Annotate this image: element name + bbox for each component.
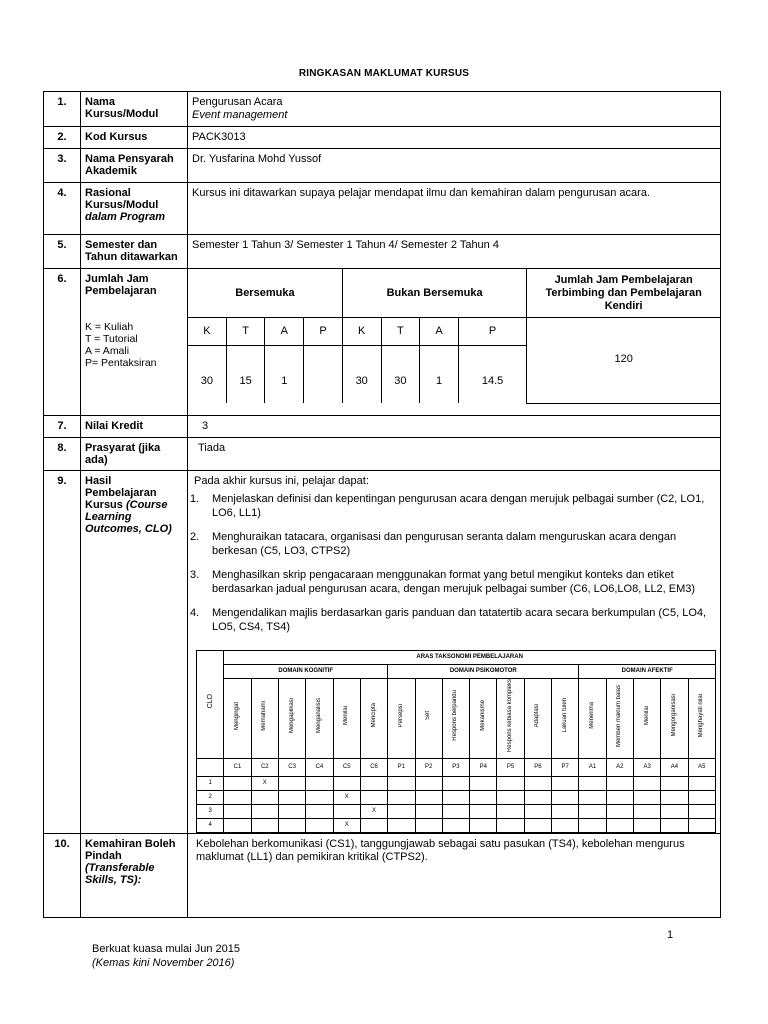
taxonomy-mark — [306, 805, 333, 819]
rationale-text: Kursus ini ditawarkan supaya pelajar mendapat ilmu dan kemahiran dalam pengurusan acara. — [188, 183, 721, 235]
taxonomy-mark — [661, 805, 688, 819]
legend-item: P= Pentaksiran — [85, 357, 157, 369]
taxonomy-column-header — [524, 679, 551, 759]
taxonomy-mark — [661, 777, 688, 791]
item-text: Mengendalikan majlis berdasarkan garis panduan dan tatatertib acara secara berkumpulan (C5, LO4, LO5, CS4, TS4) — [212, 607, 707, 633]
taxonomy-column-header — [333, 679, 360, 759]
row-label: Nilai Kredit — [81, 416, 188, 438]
taxonomy-mark — [388, 819, 415, 833]
hours-grid-cell — [188, 269, 721, 416]
taxonomy-mark — [634, 819, 661, 833]
item-number: 1. — [190, 493, 200, 505]
taxonomy-mark — [552, 819, 579, 833]
row-label: Prasyarat (jika ada) — [81, 438, 188, 471]
row-semester — [44, 235, 721, 269]
row-number: 4. — [44, 183, 81, 235]
taxonomy-column-label: Menilai — [343, 706, 350, 726]
taxonomy-mark — [524, 805, 551, 819]
taxonomy-code: C5 — [333, 759, 360, 777]
hours-grid — [188, 269, 720, 404]
taxonomy-mark — [251, 791, 278, 805]
taxonomy-code: A2 — [606, 759, 633, 777]
val-p — [304, 345, 343, 403]
taxonomy-mark — [333, 777, 360, 791]
document-title: RINGKASAN MAKLUMAT KURSUS — [298, 68, 470, 79]
taxonomy-mark — [415, 819, 442, 833]
row-credit — [44, 416, 721, 438]
taxonomy-mark — [224, 777, 251, 791]
domain-psychomotor: DOMAIN PSIKOMOTOR — [388, 665, 579, 679]
taxonomy-column-header — [661, 679, 688, 759]
row-label-italic: dalam Program — [85, 211, 166, 223]
lecturer-name: Dr. Yusfarina Mohd Yussof — [188, 149, 721, 183]
val-a: 1 — [265, 345, 304, 403]
taxonomy-row — [197, 777, 716, 791]
taxonomy-column-label: Mengaplikasi — [288, 698, 295, 734]
item-text: Menjelaskan definisi dan kepentingan pengurusan acara dengan merujuk pelbagai sumber (C2, LO1, LO6, LL1) — [212, 493, 705, 519]
taxonomy-row — [197, 819, 716, 833]
domain-affective: DOMAIN AFEKTIF — [579, 665, 716, 679]
row-prerequisite — [44, 438, 721, 471]
row-label — [81, 471, 188, 834]
taxonomy-mark — [497, 819, 524, 833]
taxonomy-mark — [497, 791, 524, 805]
taxonomy-mark — [360, 777, 387, 791]
taxonomy-header: ARAS TAKSONOMI PEMBELAJARAN — [224, 651, 716, 665]
taxonomy-column-header — [360, 679, 387, 759]
taxonomy-column-label: Memberi maklum balas — [616, 684, 623, 747]
taxonomy-column-header — [388, 679, 415, 759]
taxonomy-mark — [606, 819, 633, 833]
row-course-code — [44, 127, 721, 149]
list-item — [190, 492, 716, 520]
taxonomy-mark — [579, 805, 606, 819]
taxonomy-column-header — [470, 679, 497, 759]
taxonomy-column-label: Mengingat — [233, 701, 240, 730]
col-k: K — [188, 317, 226, 345]
footer-effective: Berkuat kuasa mulai Jun 2015 — [92, 943, 240, 955]
item-text: Menghuraikan tatacara, organisasi dan pengurusan seranta dalam menguruskan acara dengan berkesan (C5, LO3, CTPS2) — [212, 531, 677, 557]
taxonomy-mark — [224, 819, 251, 833]
row-label: Nama Kursus/Modul — [81, 92, 188, 127]
taxonomy-column-label: Mekanisme — [479, 700, 486, 731]
taxonomy-clo-number: 4 — [197, 819, 224, 833]
taxonomy-mark — [278, 777, 305, 791]
taxonomy-code: P3 — [442, 759, 469, 777]
taxonomy-mark — [497, 805, 524, 819]
col-p: P — [458, 317, 526, 345]
taxonomy-code: C6 — [360, 759, 387, 777]
row-label: Jumlah Jam Pembelajaran — [85, 273, 157, 297]
taxonomy-mark — [278, 805, 305, 819]
item-text: Menghasilkan skrip pengacaraan menggunakan format yang betul mengikut konteks dan etiket berdasarkan jadual pengurusan acara, dengan merujuk pelbagai sumber (C6, LO6,LO8, LL2, EM3) — [212, 569, 696, 595]
clo-list — [190, 492, 716, 634]
taxonomy-row — [197, 791, 716, 805]
row-label-italic: (Course Learning Outcomes, CLO) — [85, 499, 172, 535]
taxonomy-column-label: Respons kebiasa kompleks — [507, 679, 514, 753]
taxonomy-mark — [306, 777, 333, 791]
kendiri-cell — [527, 269, 720, 403]
course-info-table — [43, 91, 721, 918]
hours-legend — [81, 321, 187, 369]
taxonomy-code: P7 — [552, 759, 579, 777]
taxonomy-code: A3 — [634, 759, 661, 777]
list-item — [190, 568, 716, 596]
course-name-english: Event management — [192, 109, 288, 121]
taxonomy-code: C1 — [224, 759, 251, 777]
taxonomy-mark — [360, 819, 387, 833]
taxonomy-mark — [552, 791, 579, 805]
val-t: 30 — [381, 345, 420, 403]
row-label-cell — [81, 269, 188, 416]
taxonomy-column-label: Set — [425, 711, 432, 721]
row-label: Kod Kursus — [81, 127, 188, 149]
taxonomy-code: P5 — [497, 759, 524, 777]
taxonomy-code: A4 — [661, 759, 688, 777]
clo-header — [197, 651, 224, 759]
taxonomy-column-label: Memahami — [261, 700, 268, 731]
taxonomy-mark — [388, 805, 415, 819]
clo-code-blank — [197, 759, 224, 777]
row-number: 10. — [44, 834, 81, 918]
taxonomy-mark — [442, 819, 469, 833]
course-code: PACK3013 — [188, 127, 721, 149]
taxonomy-mark — [579, 791, 606, 805]
legend-item: T = Tutorial — [85, 333, 138, 345]
taxonomy-code: P6 — [524, 759, 551, 777]
col-a: A — [265, 317, 304, 345]
taxonomy-mark — [524, 819, 551, 833]
taxonomy-column-header — [552, 679, 579, 759]
taxonomy-mark — [470, 777, 497, 791]
taxonomy-clo-number: 2 — [197, 791, 224, 805]
col-p: P — [304, 317, 343, 345]
taxonomy-mark — [415, 805, 442, 819]
taxonomy-mark: X — [251, 777, 278, 791]
col-a: A — [420, 317, 459, 345]
page-number: 1 — [667, 929, 674, 941]
col-k: K — [342, 317, 381, 345]
taxonomy-clo-number: 3 — [197, 805, 224, 819]
taxonomy-mark — [278, 791, 305, 805]
taxonomy-code: C2 — [251, 759, 278, 777]
item-number: 4. — [190, 607, 200, 619]
clo-intro: Pada akhir kursus ini, pelajar dapat: — [194, 475, 369, 487]
taxonomy-column-header — [688, 679, 715, 759]
taxonomy-mark — [388, 777, 415, 791]
transferable-skills-text: Kebolehan berkomunikasi (CS1), tanggungjawab sebagai satu pasukan (TS4), kebolehan mengurus maklumat (LL1) dan pemikiran kritikal (CTPS2). — [188, 834, 721, 918]
taxonomy-column-header — [497, 679, 524, 759]
row-number: 6. — [44, 269, 81, 416]
taxonomy-column-label: Lakuan tulen — [561, 698, 568, 733]
item-number: 3. — [190, 569, 200, 581]
taxonomy-mark — [251, 819, 278, 833]
taxonomy-mark — [442, 777, 469, 791]
row-number: 7. — [44, 416, 81, 438]
row-number: 8. — [44, 438, 81, 471]
legend-item: K = Kuliah — [85, 321, 134, 333]
clo-header-text: CLO — [206, 694, 214, 709]
taxonomy-column-header — [306, 679, 333, 759]
taxonomy-column-header — [278, 679, 305, 759]
row-number: 5. — [44, 235, 81, 269]
taxonomy-column-label: Respons berpandu — [452, 690, 459, 741]
taxonomy-mark — [606, 805, 633, 819]
taxonomy-column-header — [442, 679, 469, 759]
taxonomy-mark — [306, 791, 333, 805]
taxonomy-column-label: Persepsi — [397, 703, 404, 728]
row-lecturer — [44, 149, 721, 183]
legend-item: A = Amali — [85, 345, 130, 357]
taxonomy-mark — [278, 819, 305, 833]
taxonomy-mark — [661, 791, 688, 805]
credit-value: 3 — [188, 416, 721, 438]
taxonomy-column-label: Mengorganisasi — [670, 694, 677, 737]
row-clo — [44, 471, 721, 834]
item-number: 2. — [190, 531, 200, 543]
total-hours: 120 — [614, 353, 633, 365]
taxonomy-code: P1 — [388, 759, 415, 777]
row-label — [81, 834, 188, 918]
taxonomy-column-label: Mencipta — [370, 703, 377, 728]
val-a: 1 — [420, 345, 459, 403]
row-label: Semester dan Tahun ditawarkan — [81, 235, 188, 269]
taxonomy-mark — [388, 791, 415, 805]
taxonomy-code: C3 — [278, 759, 305, 777]
taxonomy-column-label: Menilai — [643, 706, 650, 726]
taxonomy-mark — [579, 819, 606, 833]
clo-content — [188, 471, 721, 834]
header-kendiri: Jumlah Jam Pembelajaran Terbimbing dan Pembelajaran Kendiri — [527, 269, 720, 318]
taxonomy-column-label: Menghayati nilai — [698, 693, 705, 738]
taxonomy-mark — [360, 791, 387, 805]
taxonomy-mark — [251, 805, 278, 819]
taxonomy-code: A5 — [688, 759, 715, 777]
taxonomy-column-header — [415, 679, 442, 759]
taxonomy-mark — [442, 791, 469, 805]
taxonomy-column-header — [579, 679, 606, 759]
taxonomy-mark — [442, 805, 469, 819]
row-value — [188, 92, 721, 127]
row-label: Nama Pensyarah Akademik — [81, 149, 188, 183]
taxonomy-mark — [524, 777, 551, 791]
taxonomy-mark — [524, 791, 551, 805]
row-learning-hours — [44, 269, 721, 416]
taxonomy-code: P2 — [415, 759, 442, 777]
row-number: 2. — [44, 127, 81, 149]
taxonomy-mark — [333, 805, 360, 819]
semester-text: Semester 1 Tahun 3/ Semester 1 Tahun 4/ Semester 2 Tahun 4 — [188, 235, 721, 269]
taxonomy-code: P4 — [470, 759, 497, 777]
taxonomy-mark — [661, 819, 688, 833]
row-course-name — [44, 92, 721, 127]
taxonomy-mark — [606, 791, 633, 805]
row-number: 9. — [44, 471, 81, 834]
row-label-text: Kemahiran Boleh Pindah — [85, 838, 176, 863]
row-label-text: Hasil Pembelajaran Kursus — [85, 475, 157, 511]
taxonomy-column-label: Menerima — [589, 702, 596, 729]
taxonomy-mark — [634, 777, 661, 791]
prerequisite-value: Tiada — [188, 438, 721, 471]
taxonomy-mark — [224, 805, 251, 819]
taxonomy-table — [196, 650, 716, 833]
header-bersemuka: Bersemuka — [188, 269, 342, 317]
taxonomy-mark — [306, 819, 333, 833]
taxonomy-mark: X — [333, 791, 360, 805]
taxonomy-mark — [688, 805, 715, 819]
taxonomy-mark — [688, 819, 715, 833]
row-transferable-skills — [44, 834, 721, 918]
val-k: 30 — [188, 345, 226, 403]
taxonomy-mark — [497, 777, 524, 791]
taxonomy-mark — [606, 777, 633, 791]
taxonomy-code: A1 — [579, 759, 606, 777]
domain-cognitive: DOMAIN KOGNITIF — [224, 665, 388, 679]
taxonomy-mark — [579, 777, 606, 791]
course-name: Pengurusan Acara — [192, 96, 283, 108]
taxonomy-column-label: Menganalisis — [315, 698, 322, 734]
row-number: 3. — [44, 149, 81, 183]
taxonomy-column-label: Adaptasi — [534, 703, 541, 728]
row-label — [81, 183, 188, 235]
taxonomy-mark — [224, 791, 251, 805]
taxonomy-mark: X — [360, 805, 387, 819]
row-label-text: Rasional Kursus/Modul — [85, 187, 159, 211]
list-item — [190, 606, 716, 634]
taxonomy-mark — [415, 791, 442, 805]
taxonomy-row — [197, 805, 716, 819]
taxonomy-column-header — [224, 679, 251, 759]
val-k: 30 — [342, 345, 381, 403]
val-p: 14.5 — [458, 345, 526, 403]
row-number: 1. — [44, 92, 81, 127]
taxonomy-mark — [688, 791, 715, 805]
taxonomy-mark — [688, 777, 715, 791]
taxonomy-mark — [415, 777, 442, 791]
taxonomy-mark — [634, 805, 661, 819]
taxonomy-mark — [470, 819, 497, 833]
val-t: 15 — [226, 345, 265, 403]
row-rationale — [44, 183, 721, 235]
taxonomy-mark — [634, 791, 661, 805]
taxonomy-code: C4 — [306, 759, 333, 777]
taxonomy-mark: X — [333, 819, 360, 833]
list-item — [190, 530, 716, 558]
taxonomy-column-header — [606, 679, 633, 759]
col-t: T — [381, 317, 420, 345]
taxonomy-mark — [470, 805, 497, 819]
row-label-italic: (Transferable Skills, TS): — [85, 862, 155, 887]
taxonomy-mark — [552, 805, 579, 819]
col-t: T — [226, 317, 265, 345]
taxonomy-clo-number: 1 — [197, 777, 224, 791]
taxonomy-mark — [552, 777, 579, 791]
taxonomy-mark — [470, 791, 497, 805]
taxonomy-column-header — [251, 679, 278, 759]
taxonomy-column-header — [634, 679, 661, 759]
footer-updated: (Kemas kini November 2016) — [92, 957, 235, 969]
header-bukan-bersemuka: Bukan Bersemuka — [342, 269, 526, 317]
